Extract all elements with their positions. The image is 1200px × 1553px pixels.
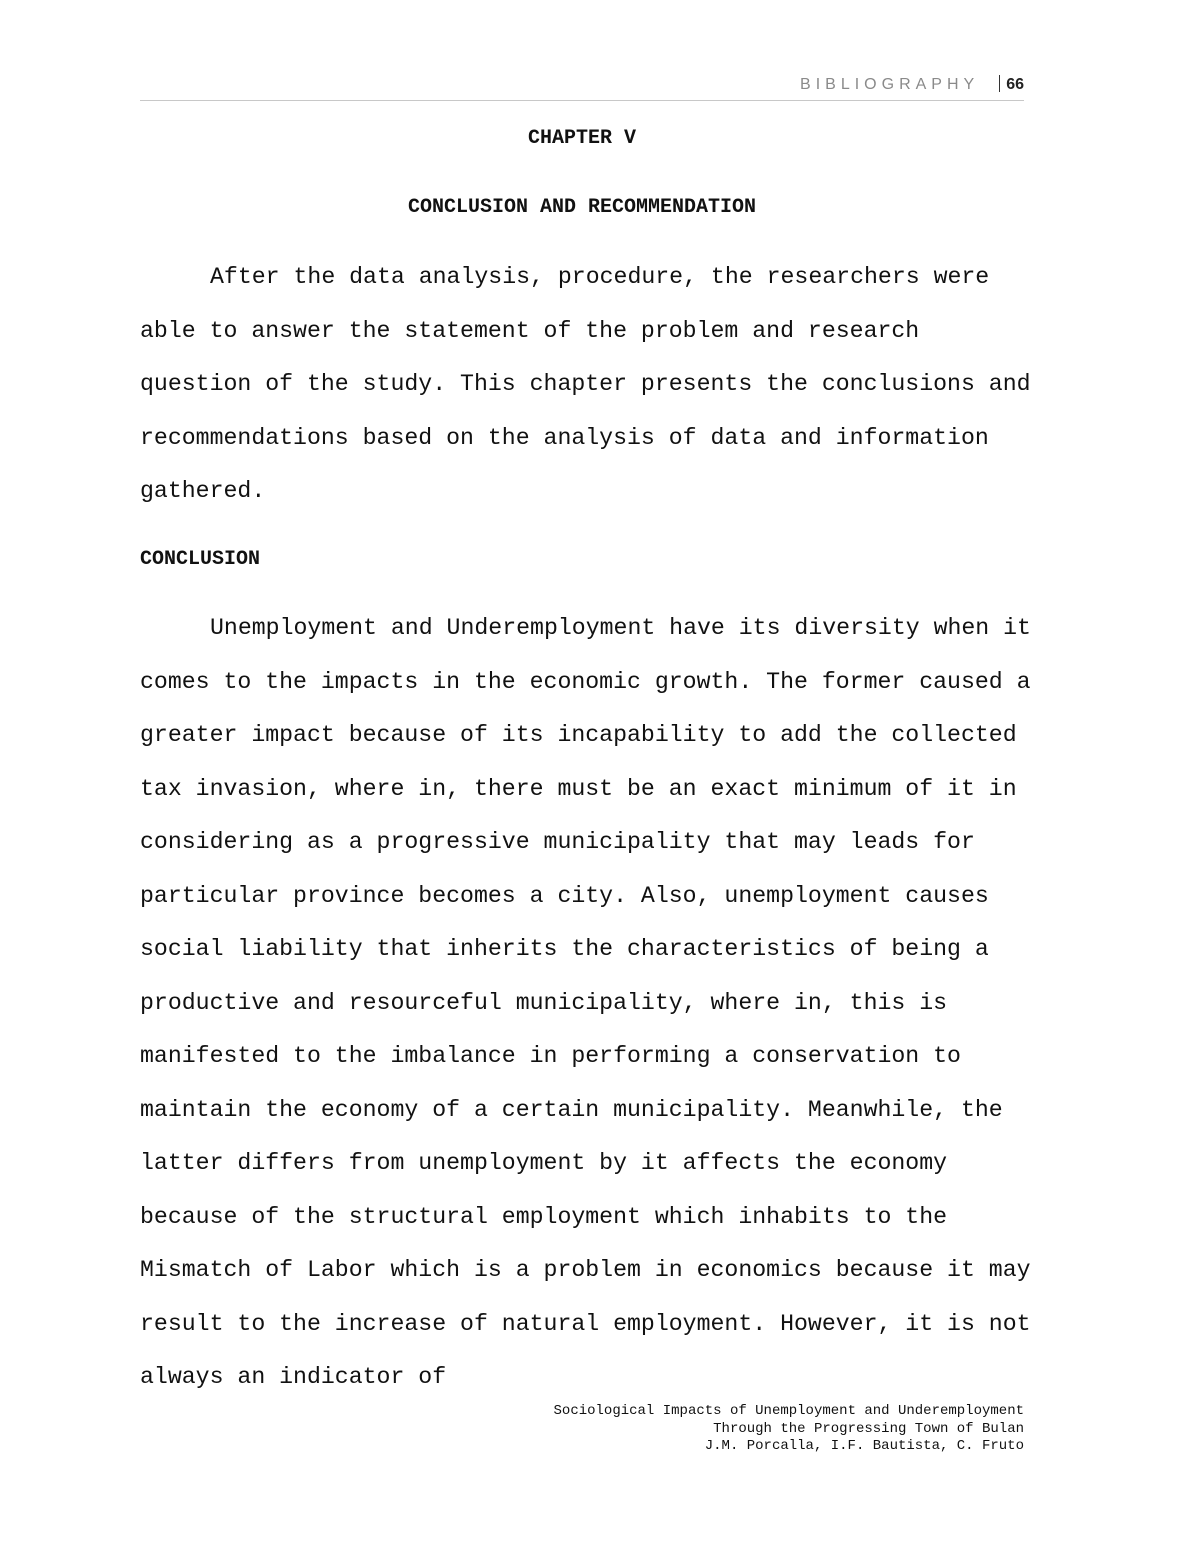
chapter-title: CHAPTER V (527, 127, 637, 150)
chapter-subtitle: CONCLUSION AND RECOMMENDATION (407, 196, 757, 219)
page-header (140, 74, 1024, 101)
page-footer (554, 1403, 1024, 1456)
section-label: BIBLIOGRAPHY (800, 76, 980, 93)
conclusion-heading: CONCLUSION (140, 548, 261, 571)
footer-title-line-1: Sociological Impacts of Unemployment and Underemployment (553, 1403, 1024, 1419)
header-text (800, 74, 1024, 96)
intro-paragraph: After the data analysis, procedure, the researchers were able to answer the statement of the problem and research question of the study. This chapter presents the conclusions and recommendations based on the analysis of data and information gathered. (140, 264, 1045, 504)
page-number: 66 (1006, 76, 1024, 93)
conclusion-paragraph: Unemployment and Underemployment have its diversity when it comes to the impacts in the economic growth. The former caused a greater impact because of its incapability to add the collected tax invasion, where in, there must be an exact minimum of it in considering as a progressive municipality that may leads for particular province becomes a city. Also, unemployment causes social liability that inherits the characteristics of being a productive and resourceful municipality, where in, this is manifested to the imbalance in performing a conservation to maintain the economy of a certain municipality. Meanwhile, the latter differs from unemployment by it affects the economy because of the structural employment which inhabits to the Mismatch of Labor which is a problem in economics because it may result to the increase of natural employment. However, it is not always an indicator of (140, 615, 1045, 1390)
footer-title-line-2: Through the Progressing Town of Bulan (713, 1420, 1024, 1437)
footer-authors: J.M. Porcalla, I.F. Bautista, C. Fruto (704, 1438, 1024, 1454)
header-separator (999, 75, 1000, 92)
